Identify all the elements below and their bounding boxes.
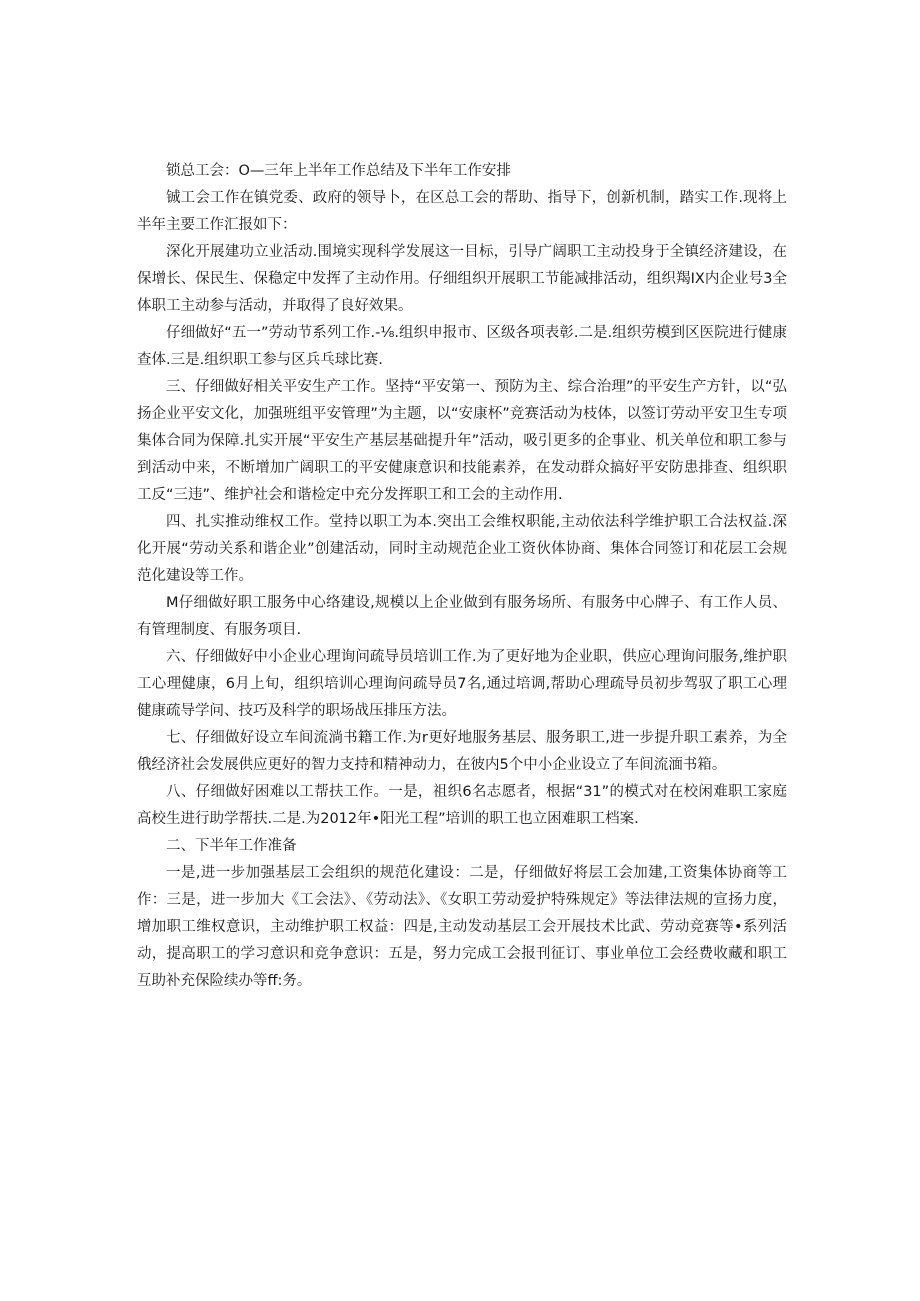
paragraph-safety-production: 三、仔细做好相关平安生产工作。坚持“平安第一、预防为主、综合治理”的平安生产方针，以“弘扬企业平安文化，加强班组平安管理”为主题，以“安康杯”竞赛活动为枝体，以签订劳动平安卫生专项集体合同为保障.扎实开展“平安生产基层基础提升年”活动，吸引更多的企事业、机关单位和职工参与到活动中来，不断增加广阔职工的平安健康意识和技能素养，在发动群众搞好平安防患排查、组织职工反“三违”、维护社会和谐检定中充分发挥职工和工会的主动作用. — [137, 379, 787, 503]
paragraph-service-center: M仔细做好职工服务中心络建设,规模以上企业做到有服务场所、有服务中心牌子、有工作人员、有管理制度、有服务项目. — [137, 595, 787, 638]
paragraph-book-boxes: 七、仔细做好设立车间流淌书籍工作.为r更好地服务基层、服务职工,进一步提升职工素养，为全俄经济社会发展供应更好的智力支持和精神动力，在彼内5个中小企业设立了车间流湎书箱。 — [137, 730, 787, 773]
paragraph-may-day: 仔细做好“五一”劳动节系列工作.-⅛.组织申报市、区级各项表彰.二是.组织劳模到区医院进行健康查体.三是.组织职工参与区兵乓球比赛. — [137, 325, 787, 368]
paragraph-counselor-training: 六、仔细做好中小企业心理询问疏导员培训工作.为了更好地为企业职，供应心理询问服务,维护职工心理健康，6月上旬，组织培训心理询问疏导员7名,通过培调,帮助心理疏导员初步驾驭了职工心理健康疏导学问、技巧及科学的职场战压排压方法。 — [137, 649, 787, 719]
section-heading-second-half: 二、下半年工作准备 — [166, 838, 297, 854]
paragraph-merit-activities: 深化开展建功立业活动.围境实现科学发展这一目标，引导广阔职工主动投身于全镇经济建设，在保增长、保民生、保稳定中发挥了主动作用。仔细组织开展职工节能减排活动，组织羯IX内企业号3全体职工主动参与活动，并取得了良好效果。 — [137, 244, 787, 314]
document-body — [137, 158, 787, 995]
document-title: 锁总工会：O—三年上半年工作总结及下半年工作安排 — [166, 163, 511, 179]
paragraph-rights-protection: 四、扎实推动维权工作。堂持以职工为本.突出工会维权职能,主动依法科学维护职工合法权益.深化开展“劳动关系和谐企业”创建活动，同时主动规范企业工资伙体协商、集体合同签订和花层工会规范化建设等工作。 — [137, 514, 787, 584]
paragraph-second-half-plan: 一是,进一步加强基层工会组织的规范化建设：二是，仔细做好将层工会加建,工资集体协商等工作：三是，进一步加大《工会法》、《劳动法》、《女职工劳动爱护特殊规定》等法律法规的宣扬力度，增加职工维权意识，主动维护职工权益：四是,主动发动基层工会开展技术比武、劳动竞赛等•系列活动，提高职工的学习意识和竞争意识：五是，努力完成工会报刊征订、事业单位工会经费收藏和职工互助补充保险续办等ff:务。 — [137, 865, 787, 989]
intro-paragraph: 铖工会工作在镇党委、政府的领导卜，在区总工会的帮助、指导下，创新机制，踏实工作.现将上半年主要工作汇报如下： — [137, 190, 787, 233]
paragraph-hardship-assistance: 八、仔细做好困难以工帮扶工作。一是，祖织6名志愿者，根据“31”的模式对在校闲难职工家庭高校生进行助学帮扶.二是.为2012年•阳光工程”培训的职工也立困难职工档案. — [137, 784, 787, 827]
